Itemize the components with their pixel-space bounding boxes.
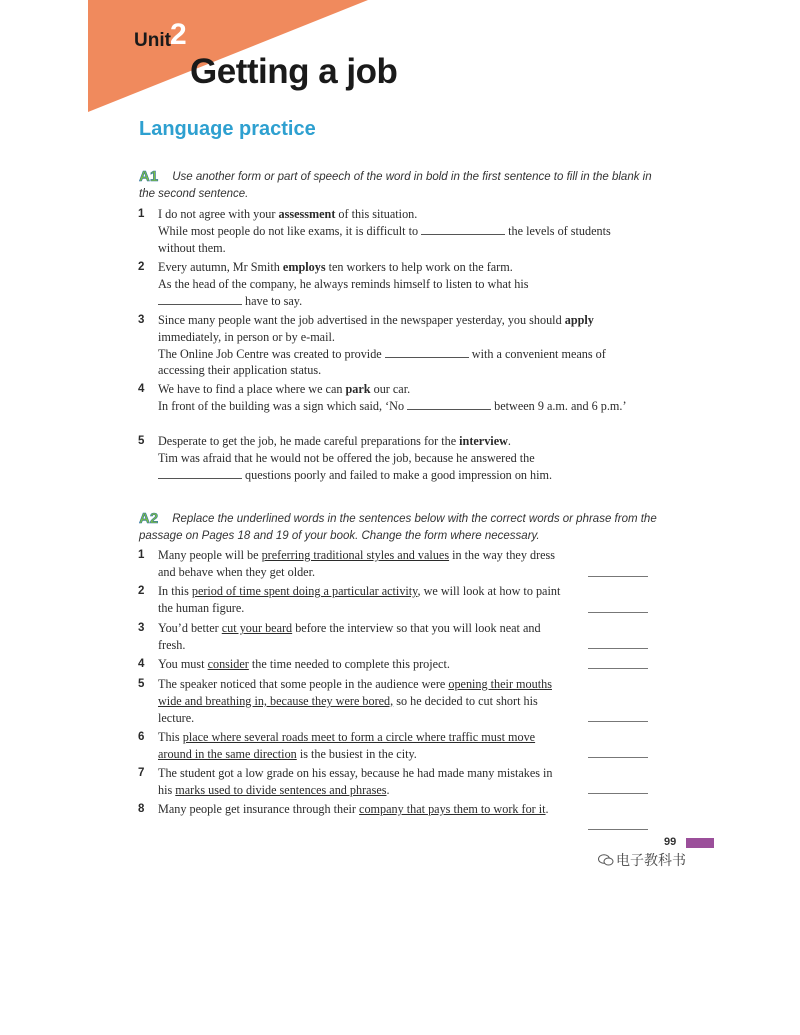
sentence-text: the time needed to complete this project. [248, 657, 450, 671]
a2-item [138, 620, 568, 654]
item-number: 7 [138, 767, 145, 779]
section-title: Language practice [139, 118, 316, 140]
bold-word: assessment [278, 207, 336, 221]
item-number: 3 [138, 314, 145, 326]
sentence-text: ten workers to help work on the farm. [325, 260, 513, 274]
item-number: 5 [138, 678, 145, 690]
underlined-phrase: opening their mouths wide and breathing in, because they were bored, [158, 677, 552, 708]
item-number: 2 [138, 261, 145, 273]
exercise-a2-instruction [139, 510, 659, 545]
item-number: 3 [138, 622, 145, 634]
bold-word: interview [459, 434, 508, 448]
sentence-text: . [507, 434, 511, 448]
watermark-text: 电子教科书 [616, 853, 686, 869]
sentence-text: This [158, 730, 183, 744]
fill-blank[interactable] [158, 468, 242, 479]
unit-label: Unit [134, 30, 171, 51]
sentence-text: Desperate to get the job, he made careful preparations for the [158, 434, 460, 448]
sentence-text: In front of the building was a sign which said, ‘No [158, 398, 408, 413]
a2-item [138, 547, 568, 581]
wechat-icon [598, 854, 614, 866]
underlined-phrase: place where several roads meet to form a circle where traffic must move around in the same direction [158, 730, 536, 761]
a1-item [138, 206, 648, 256]
fill-blank[interactable] [158, 294, 242, 305]
sentence-text: The student got a low grade on his essay, because he had made many mistakes in his [158, 766, 553, 797]
item-number: 4 [138, 658, 145, 670]
sentence-text: The speaker noticed that some people in the audience were [158, 677, 449, 691]
sentence-text: so he decided to cut short his lecture. [158, 693, 538, 725]
sentence-text: , we will look at how to paint the human figure. [158, 584, 561, 615]
a2-item [138, 583, 568, 617]
answer-line[interactable] [588, 721, 648, 722]
underlined-phrase: marks used to divide sentences and phrases [175, 782, 387, 797]
answer-line[interactable] [588, 829, 648, 830]
fill-blank[interactable] [421, 224, 505, 235]
sentence-text: with a convenient means of accessing their application status. [158, 346, 606, 378]
sentence-text: In this [158, 584, 192, 598]
page-number-bar [686, 838, 714, 848]
sentence-text: questions poorly and failed to make a good impression on him. [242, 467, 553, 482]
sentence-text: The Online Job Centre was created to provide [158, 346, 385, 361]
item-number: 1 [138, 549, 145, 561]
bold-word: park [345, 382, 371, 396]
bold-word: apply [564, 313, 594, 327]
watermark [598, 850, 686, 870]
item-number: 5 [138, 435, 145, 447]
answer-line[interactable] [588, 648, 648, 649]
exercise-a2-text: Replace the underlined words in the sentences below with the correct words or phrase from the passage on Pages 18 and 19 of your book. Change the form where necessary. [139, 513, 657, 542]
sentence-text: Since many people want the job advertised in the newspaper yesterday, you should [158, 313, 565, 327]
bold-word: employs [282, 260, 326, 274]
sentence-text: You must [158, 657, 208, 671]
sentence-text: . [386, 782, 390, 797]
answer-line[interactable] [588, 757, 648, 758]
sentence-text: . [545, 802, 549, 816]
a2-item [138, 676, 568, 726]
sentence-text: Many people get insurance through their [158, 802, 360, 816]
sentence-text: is the busiest in the city. [296, 746, 417, 761]
exercise-a1-text: Use another form or part of speech of the word in bold in the first sentence to fill in the blank in the second sentence. [139, 171, 652, 200]
sentence-text: I do not agree with your [158, 207, 279, 221]
sentence-text: before the interview so that you will look neat and fresh. [158, 621, 541, 652]
exercise-a1-instruction [139, 168, 659, 203]
a2-item [138, 765, 568, 799]
sentence-text: between 9 a.m. and 6 p.m.’ [491, 398, 627, 413]
a2-item [138, 729, 568, 763]
item-number: 8 [138, 803, 145, 815]
fill-blank[interactable] [385, 347, 469, 358]
sentence-text: As the head of the company, he always reminds himself to listen to what his [158, 276, 529, 291]
sentence-text: in the way they dress and behave when they get older. [158, 548, 556, 579]
sentence-text: We have to find a place where we can [158, 382, 346, 396]
answer-line[interactable] [588, 576, 648, 577]
item-number: 4 [138, 383, 145, 395]
sentence-text: immediately, in person or by e-mail. [158, 329, 335, 344]
item-number: 1 [138, 208, 145, 220]
page-title: Getting a job [190, 52, 398, 91]
a1-item [138, 312, 648, 379]
sentence-text: our car. [370, 382, 411, 396]
answer-line[interactable] [588, 612, 648, 613]
sentence-text: of this situation. [335, 207, 418, 221]
exercise-a2-badge: A2 [139, 510, 159, 527]
answer-line[interactable] [588, 793, 648, 794]
underlined-phrase: cut your beard [221, 621, 293, 635]
a1-item [138, 259, 648, 309]
exercise-a1-badge: A1 [139, 168, 159, 185]
underlined-phrase: period of time spent doing a particular activity [191, 584, 418, 598]
page-number: 99 [664, 836, 677, 848]
sentence-text: You’d better [158, 621, 222, 635]
fill-blank[interactable] [407, 399, 491, 410]
sentence-text: have to say. [242, 293, 303, 308]
a1-item [138, 433, 648, 483]
underlined-phrase: company that pays them to work for it [359, 802, 546, 816]
underlined-phrase: preferring traditional styles and values [261, 548, 450, 562]
sentence-text: Tim was afraid that he would not be offered the job, because he answered the [158, 450, 535, 465]
unit-number: 2 [170, 18, 187, 51]
a2-item [138, 656, 568, 673]
a1-item [138, 381, 648, 415]
sentence-text: Many people will be [158, 548, 262, 562]
item-number: 6 [138, 731, 145, 743]
sentence-text: Every autumn, Mr Smith [158, 260, 283, 274]
a2-item [138, 801, 568, 818]
answer-line[interactable] [588, 668, 648, 669]
item-number: 2 [138, 585, 145, 597]
sentence-text: the levels of students without them. [158, 223, 611, 255]
underlined-phrase: consider [207, 657, 249, 671]
sentence-text: While most people do not like exams, it is difficult to [158, 223, 422, 238]
